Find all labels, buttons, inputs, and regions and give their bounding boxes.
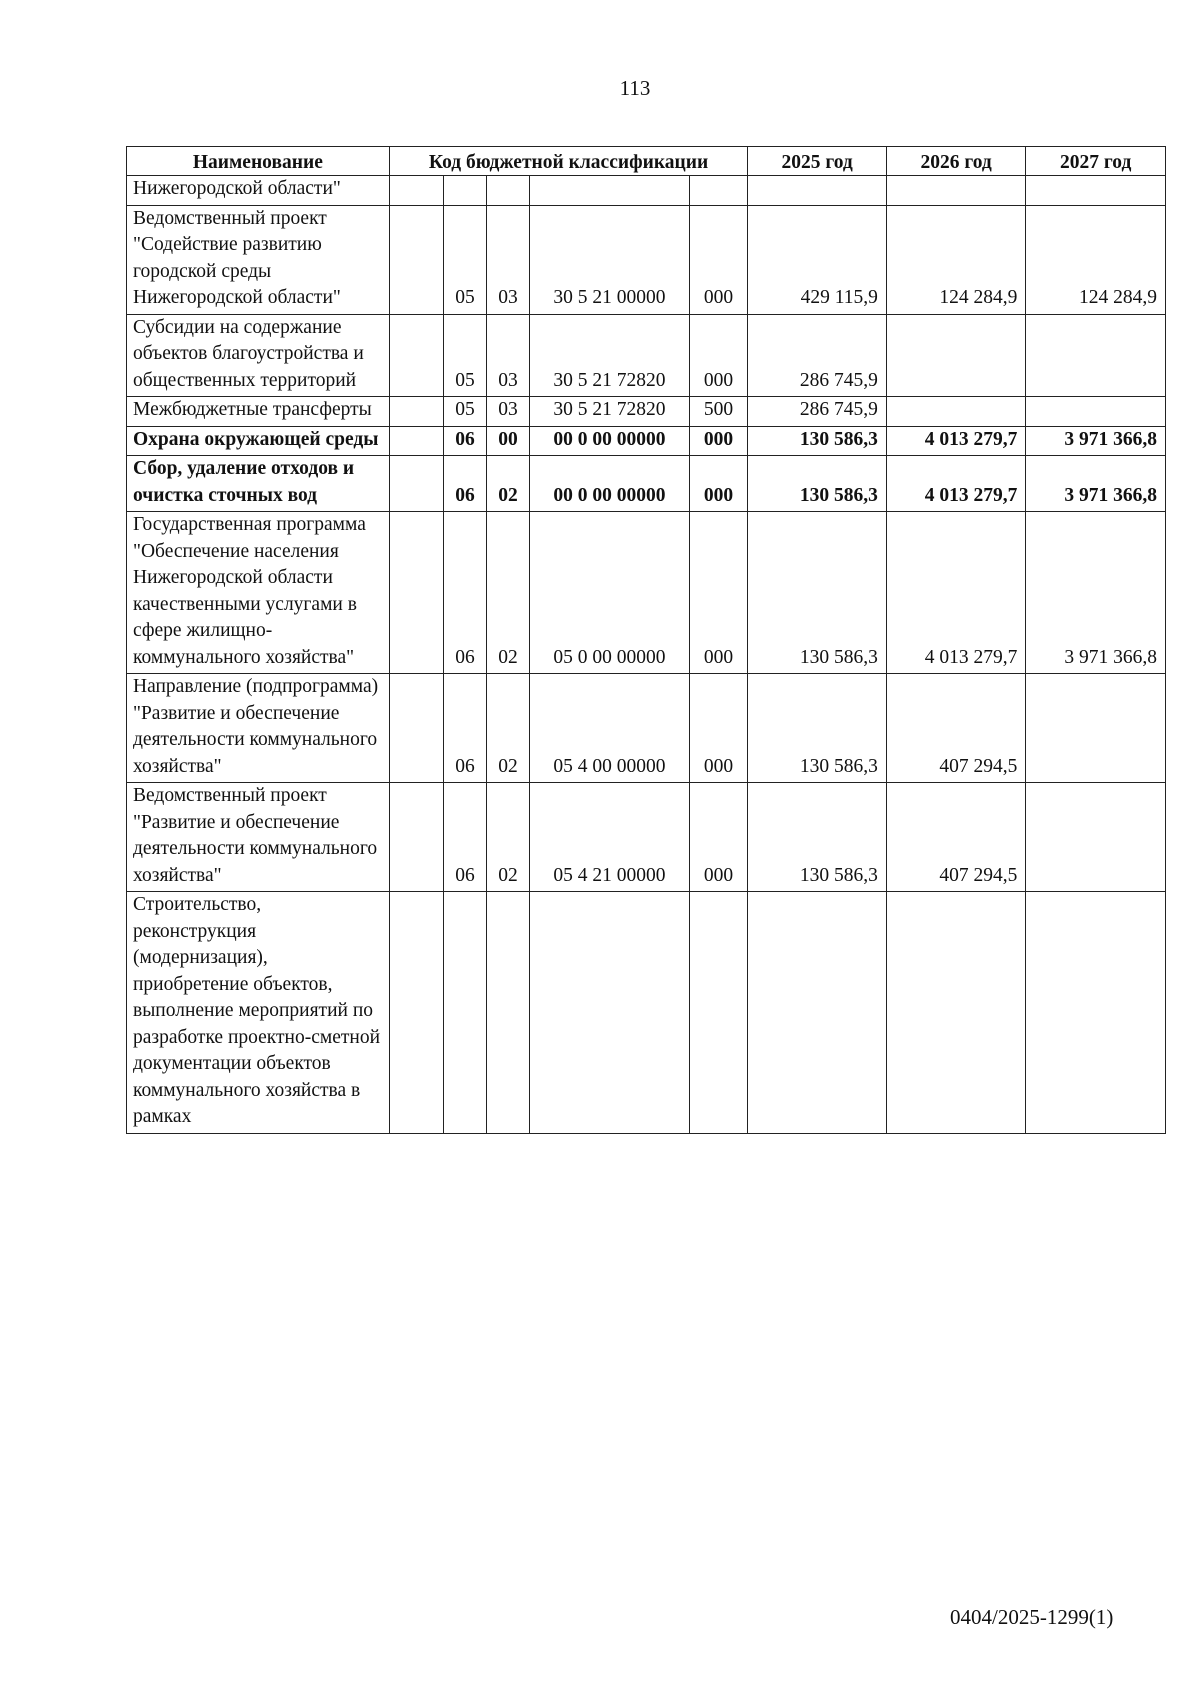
row-csr: 00 0 00 00000 <box>530 426 689 456</box>
row-pr: 00 <box>486 426 530 456</box>
row-vr: 000 <box>689 314 748 397</box>
row-2025 <box>748 892 886 1134</box>
row-empty <box>389 314 444 397</box>
header-code: Код бюджетной классификации <box>389 147 748 176</box>
row-rz: 06 <box>444 426 487 456</box>
row-2026 <box>886 892 1026 1134</box>
row-empty <box>389 456 444 512</box>
row-empty <box>389 205 444 314</box>
row-name: Субсидии на содержание объектов благоустройства и общественных территорий <box>127 314 390 397</box>
row-empty <box>389 674 444 783</box>
page-number: 113 <box>619 76 651 100</box>
row-2026: 4 013 279,7 <box>886 512 1026 674</box>
row-csr: 00 0 00 00000 <box>530 456 689 512</box>
row-pr: 03 <box>486 205 530 314</box>
row-2026 <box>886 397 1026 427</box>
row-vr <box>689 892 748 1134</box>
row-pr: 02 <box>486 674 530 783</box>
row-vr: 500 <box>689 397 748 427</box>
header-2027: 2027 год <box>1026 147 1166 176</box>
row-rz: 06 <box>444 674 487 783</box>
row-csr: 05 0 00 00000 <box>530 512 689 674</box>
table-row <box>127 314 1166 397</box>
row-pr <box>486 176 530 206</box>
row-rz <box>444 176 487 206</box>
table-row <box>127 176 1166 206</box>
row-rz <box>444 892 487 1134</box>
row-pr: 02 <box>486 456 530 512</box>
row-name: Государственная программа "Обеспечение населения Нижегородской области качественными услугами в сфере жилищно-коммунального хозяйства" <box>127 512 390 674</box>
row-rz: 06 <box>444 512 487 674</box>
row-2025: 130 586,3 <box>748 674 886 783</box>
row-2025: 286 745,9 <box>748 397 886 427</box>
row-name: Межбюджетные трансферты <box>127 397 390 427</box>
row-csr <box>530 176 689 206</box>
row-csr: 30 5 21 00000 <box>530 205 689 314</box>
row-pr: 02 <box>486 512 530 674</box>
row-vr <box>689 176 748 206</box>
row-2026 <box>886 314 1026 397</box>
table-row <box>127 397 1166 427</box>
row-csr: 05 4 21 00000 <box>530 783 689 892</box>
row-name: Охрана окружающей среды <box>127 426 390 456</box>
row-empty <box>389 397 444 427</box>
row-2026 <box>886 176 1026 206</box>
row-2025: 130 586,3 <box>748 426 886 456</box>
row-2025: 130 586,3 <box>748 456 886 512</box>
row-csr: 05 4 00 00000 <box>530 674 689 783</box>
row-2027 <box>1026 176 1166 206</box>
header-name: Наименование <box>127 147 390 176</box>
row-2027: 3 971 366,8 <box>1026 426 1166 456</box>
row-pr: 03 <box>486 314 530 397</box>
row-2027 <box>1026 397 1166 427</box>
row-2025: 130 586,3 <box>748 783 886 892</box>
row-2027 <box>1026 674 1166 783</box>
row-2026: 4 013 279,7 <box>886 456 1026 512</box>
row-2026: 407 294,5 <box>886 674 1026 783</box>
table-row <box>127 783 1166 892</box>
row-empty <box>389 426 444 456</box>
row-empty <box>389 892 444 1134</box>
row-csr: 30 5 21 72820 <box>530 397 689 427</box>
header-2026: 2026 год <box>886 147 1026 176</box>
row-2027: 3 971 366,8 <box>1026 512 1166 674</box>
row-2025 <box>748 176 886 206</box>
header-row <box>127 147 1166 176</box>
document-code: 0404/2025-1299(1) <box>950 1605 1114 1629</box>
row-rz: 05 <box>444 205 487 314</box>
row-rz: 06 <box>444 783 487 892</box>
row-vr: 000 <box>689 512 748 674</box>
table-row <box>127 674 1166 783</box>
row-2027 <box>1026 892 1166 1134</box>
row-2026: 407 294,5 <box>886 783 1026 892</box>
table-row <box>127 456 1166 512</box>
row-2027 <box>1026 314 1166 397</box>
row-2026: 4 013 279,7 <box>886 426 1026 456</box>
row-2027: 3 971 366,8 <box>1026 456 1166 512</box>
row-name: Нижегородской области" <box>127 176 390 206</box>
row-empty <box>389 176 444 206</box>
row-rz: 06 <box>444 456 487 512</box>
table-row <box>127 892 1166 1134</box>
row-vr: 000 <box>689 205 748 314</box>
header-2025: 2025 год <box>748 147 886 176</box>
row-csr: 30 5 21 72820 <box>530 314 689 397</box>
table-row <box>127 512 1166 674</box>
row-2025: 286 745,9 <box>748 314 886 397</box>
row-name: Строительство, реконструкция (модернизация), приобретение объектов, выполнение мероприятий по разработке проектно-сметной документации объектов коммунального хозяйства в рамках <box>127 892 390 1134</box>
row-2027: 124 284,9 <box>1026 205 1166 314</box>
row-name: Ведомственный проект "Развитие и обеспечение деятельности коммунального хозяйства" <box>127 783 390 892</box>
row-name: Ведомственный проект "Содействие развитию городской среды Нижегородской области" <box>127 205 390 314</box>
row-2026: 124 284,9 <box>886 205 1026 314</box>
row-pr: 03 <box>486 397 530 427</box>
row-pr: 02 <box>486 783 530 892</box>
row-pr <box>486 892 530 1134</box>
row-2027 <box>1026 783 1166 892</box>
row-vr: 000 <box>689 426 748 456</box>
row-empty <box>389 783 444 892</box>
row-name: Направление (подпрограмма) "Развитие и обеспечение деятельности коммунального хозяйства" <box>127 674 390 783</box>
table-row <box>127 426 1166 456</box>
row-2025: 130 586,3 <box>748 512 886 674</box>
row-vr: 000 <box>689 783 748 892</box>
row-2025: 429 115,9 <box>748 205 886 314</box>
table-row <box>127 205 1166 314</box>
row-rz: 05 <box>444 397 487 427</box>
row-rz: 05 <box>444 314 487 397</box>
budget-table <box>126 146 1166 1134</box>
row-vr: 000 <box>689 674 748 783</box>
row-vr: 000 <box>689 456 748 512</box>
row-empty <box>389 512 444 674</box>
row-csr <box>530 892 689 1134</box>
row-name: Сбор, удаление отходов и очистка сточных вод <box>127 456 390 512</box>
